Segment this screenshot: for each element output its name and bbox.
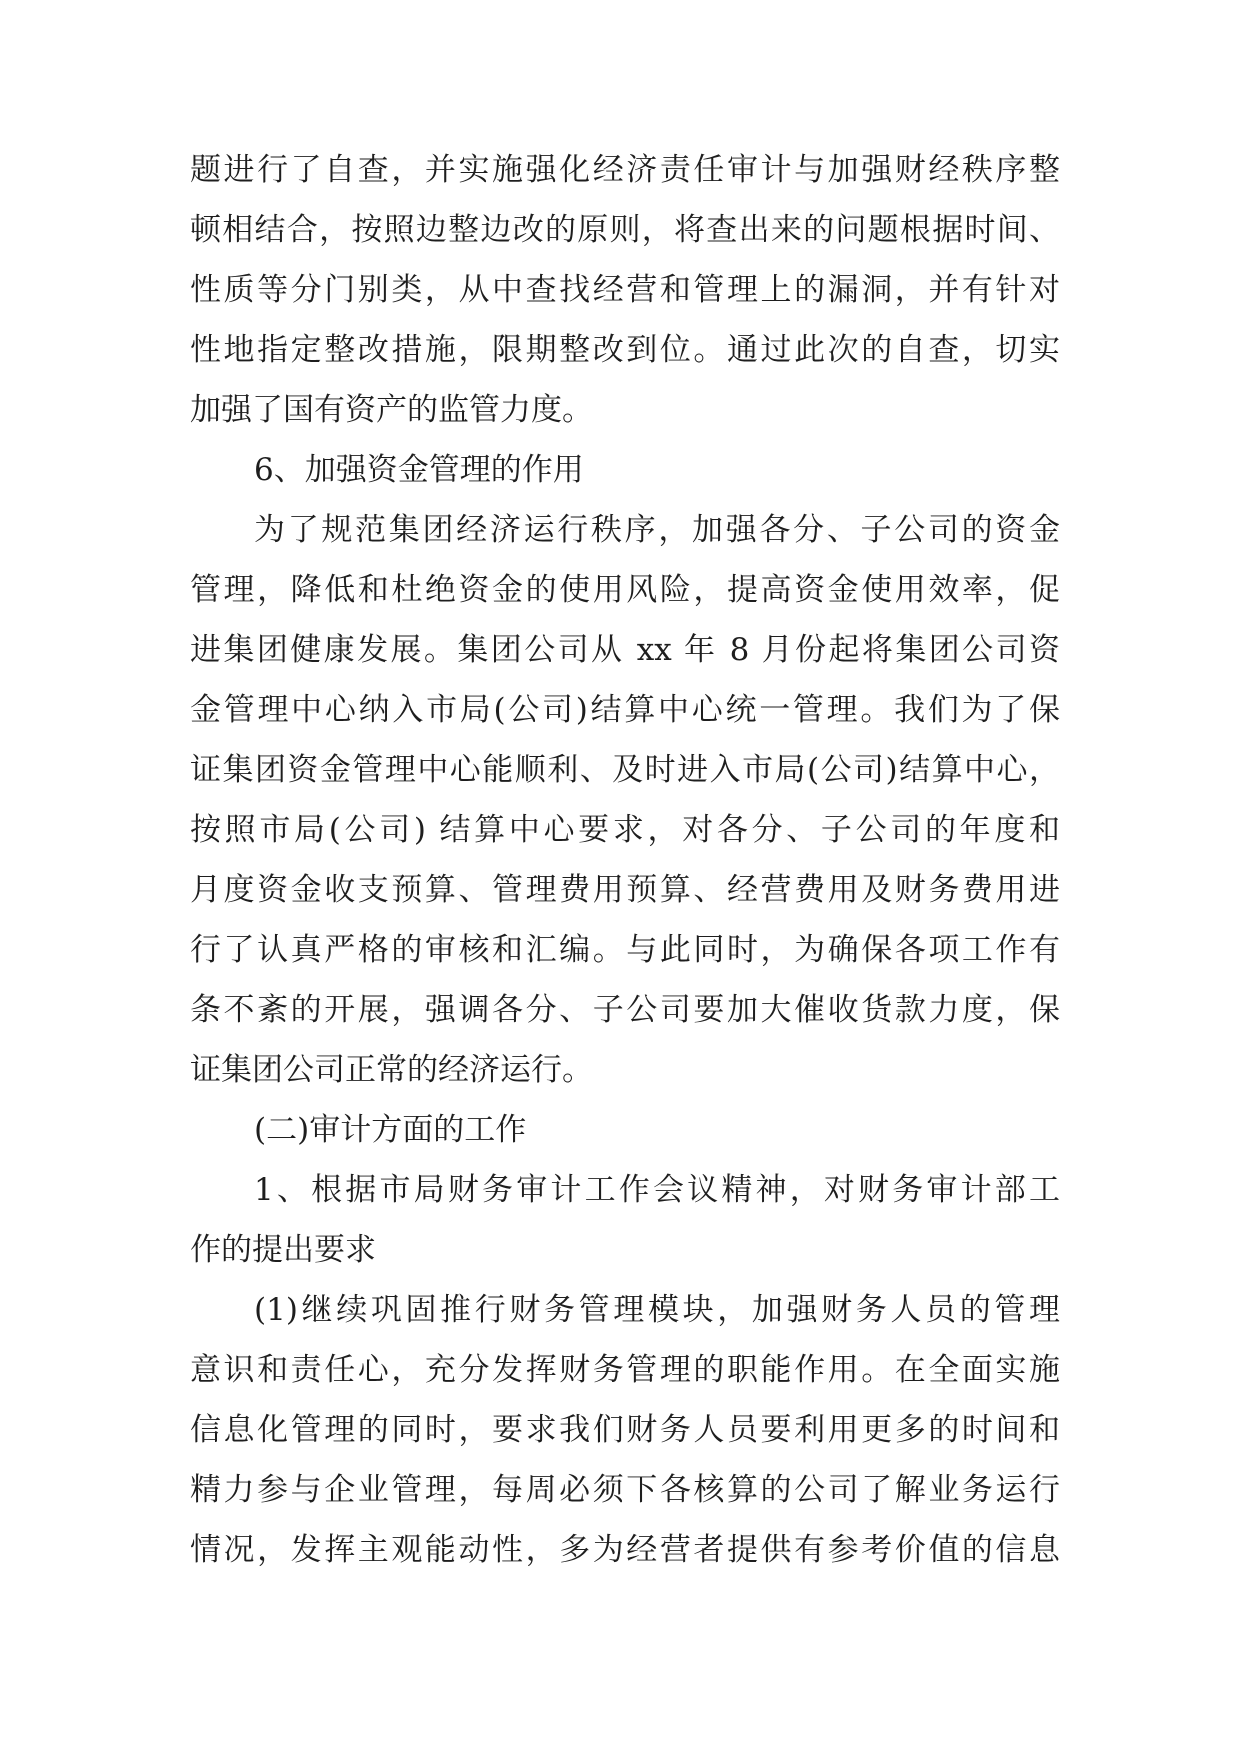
text-line: 月度资金收支预算、管理费用预算、经营费用及财务费用进 bbox=[190, 872, 1060, 908]
text-line: 进集团健康发展。集团公司从 xx 年 8 月份起将集团公司资 bbox=[190, 632, 1060, 668]
text-line: 精力参与企业管理，每周必须下各核算的公司了解业务运行 bbox=[190, 1472, 1060, 1508]
text-line: 行了认真严格的审核和汇编。与此同时，为确保各项工作有 bbox=[190, 932, 1060, 968]
text-line: 证集团公司正常的经济运行。 bbox=[190, 1052, 593, 1088]
text-line: 情况，发挥主观能动性，多为经营者提供有参考价值的信息 bbox=[190, 1532, 1060, 1568]
text-line: 金管理中心纳入市局(公司)结算中心统一管理。我们为了保 bbox=[190, 692, 1060, 728]
document-body bbox=[190, 140, 1060, 1580]
text-line: 管理，降低和杜绝资金的使用风险，提高资金使用效率，促 bbox=[190, 572, 1060, 608]
text-line: 信息化管理的同时，要求我们财务人员要利用更多的时间和 bbox=[190, 1412, 1060, 1448]
text-line: 6、加强资金管理的作用 bbox=[254, 452, 584, 488]
text-line: 为了规范集团经济运行秩序，加强各分、子公司的资金 bbox=[254, 512, 1060, 548]
text-line: 顿相结合，按照边整边改的原则，将查出来的问题根据时间、 bbox=[190, 212, 1060, 248]
text-line: 按照市局(公司) 结算中心要求，对各分、子公司的年度和 bbox=[190, 812, 1060, 848]
text-line: 条不紊的开展，强调各分、子公司要加大催收货款力度，保 bbox=[190, 992, 1060, 1028]
text-line: 1、根据市局财务审计工作会议精神，对财务审计部工 bbox=[254, 1172, 1060, 1208]
text-line: 作的提出要求 bbox=[190, 1232, 376, 1268]
text-line: 题进行了自查，并实施强化经济责任审计与加强财经秩序整 bbox=[190, 152, 1060, 188]
text-line: 性质等分门别类，从中查找经营和管理上的漏洞，并有针对 bbox=[190, 272, 1060, 308]
text-line: 意识和责任心，充分发挥财务管理的职能作用。在全面实施 bbox=[190, 1352, 1060, 1388]
text-line: 证集团资金管理中心能顺利、及时进入市局(公司)结算中心， bbox=[190, 752, 1060, 788]
text-line: 加强了国有资产的监管力度。 bbox=[190, 392, 593, 428]
text-line: (1)继续巩固推行财务管理模块，加强财务人员的管理 bbox=[254, 1292, 1060, 1328]
text-line: (二)审计方面的工作 bbox=[254, 1112, 527, 1148]
text-line: 性地指定整改措施，限期整改到位。通过此次的自查，切实 bbox=[190, 332, 1060, 368]
